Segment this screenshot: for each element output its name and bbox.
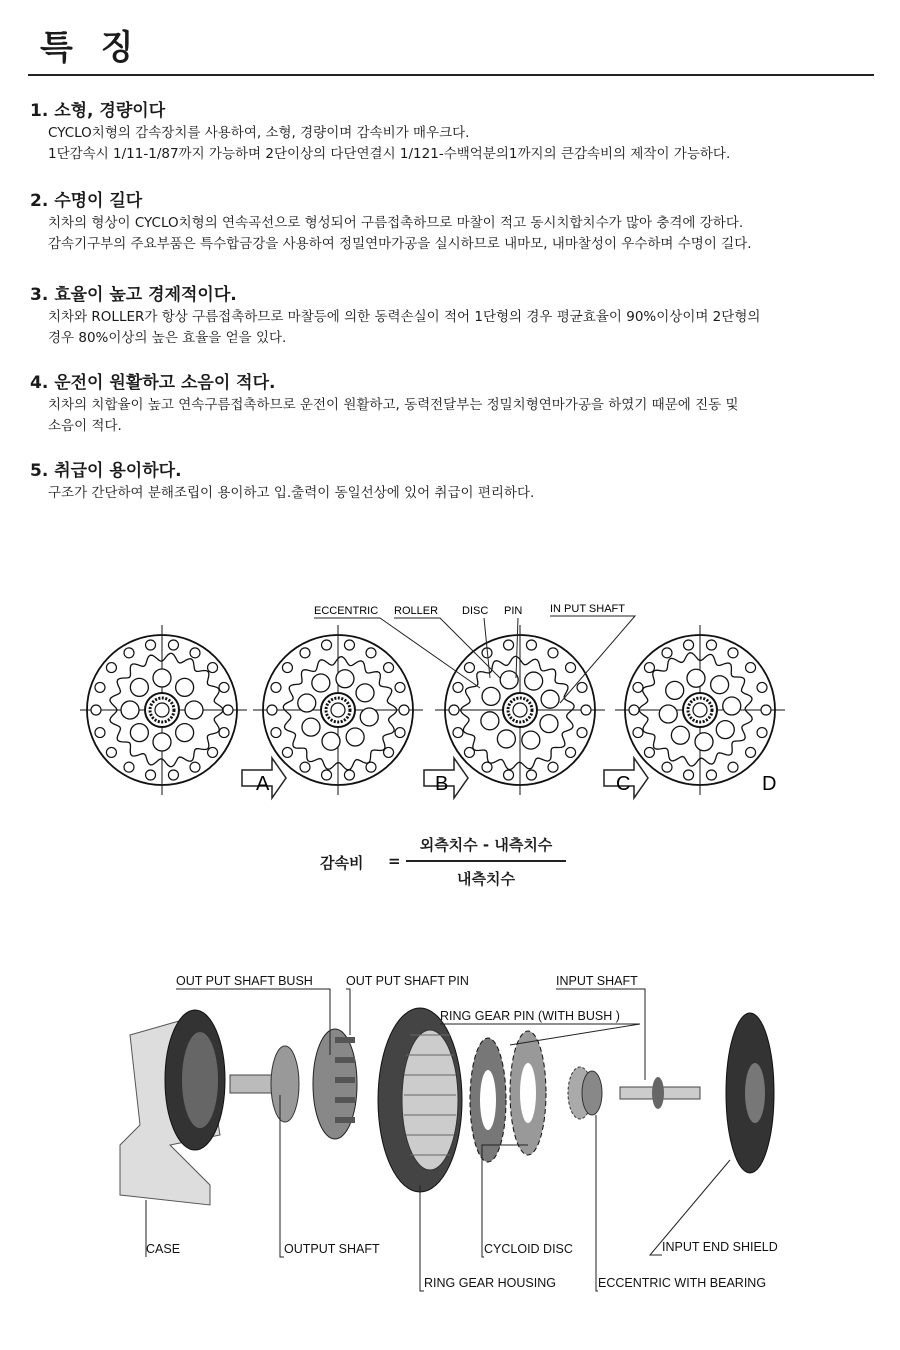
- output-shaft-part: [230, 1029, 357, 1139]
- label-pin: PIN: [504, 605, 523, 617]
- step-label-d: D: [762, 773, 777, 795]
- feature-2: [30, 186, 880, 255]
- label-output-shaft-pin: OUT PUT SHAFT PIN: [346, 974, 469, 988]
- feature-text: 구조가 간단하여 분해조립이 용이하고 입.출력이 동일선상에 있어 취급이 편리하다.: [48, 485, 535, 501]
- step-arrow-a: [242, 758, 286, 798]
- title-divider: [28, 74, 874, 76]
- label-case: CASE: [146, 1242, 181, 1256]
- reduction-ratio-formula: [320, 832, 580, 892]
- cycloid-disc-part: [470, 1031, 546, 1162]
- cycloid-gear-diagram: [80, 625, 247, 795]
- feature-3: [30, 280, 880, 349]
- label-disc: DISC: [462, 605, 489, 617]
- ring-gear-housing-part: [378, 1008, 462, 1192]
- label-input-end-shield: INPUT END SHIELD: [662, 1240, 778, 1254]
- label-roller: ROLLER: [394, 605, 439, 617]
- label-eccentric-with-bearing: ECCENTRIC WITH BEARING: [598, 1276, 767, 1290]
- formula-numerator: 외측치수 - 내측치수: [419, 836, 553, 854]
- label-cycloid-disc: CYCLOID DISC: [484, 1242, 573, 1256]
- label-output-shaft: OUTPUT SHAFT: [284, 1242, 380, 1256]
- label-output-shaft-bush: OUT PUT SHAFT BUSH: [176, 974, 313, 988]
- formula-equals: =: [388, 852, 401, 870]
- feature-5: [30, 456, 880, 504]
- feature-text: CYCLO치형의 감속장치를 사용하여, 소형, 경량이며 감속비가 매우크다. 1단감속시 1/11-1/87까지 가능하며 2단이상의 다단연결시 1/121-수백억분의1까지의 큰감속비의 제작이 가능하다.: [48, 125, 731, 162]
- label-ring-gear-housing: RING GEAR HOUSING: [424, 1276, 556, 1290]
- page-title: 특 징: [40, 28, 142, 68]
- feature-heading: 5. 취급이 용이하다.: [30, 461, 182, 481]
- label-input-shaft: IN PUT SHAFT: [550, 603, 625, 615]
- label-input-shaft-exploded: INPUT SHAFT: [556, 974, 638, 988]
- svg-text:B: B: [435, 773, 449, 795]
- svg-text:A: A: [256, 773, 270, 795]
- feature-4: [30, 368, 880, 437]
- case-part: [120, 1010, 225, 1205]
- feature-text: 치차의 치합율이 높고 연속구름접촉하므로 운전이 원활하고, 동력전달부는 정밀치형연마가공을 하였기 때문에 진동 및 소음이 적다.: [48, 397, 739, 434]
- feature-1: [30, 96, 880, 165]
- feature-text: 치차와 ROLLER가 항상 구름접촉하므로 마찰등에 의한 동력손실이 적어 1단형의 경우 평균효율이 90%이상이며 2단형의 경우 80%이상의 높은 효율을 얻을 있다.: [48, 309, 761, 346]
- exploded-view-diagram: [110, 965, 820, 1295]
- step-arrow-b: [424, 758, 468, 798]
- svg-text:C: C: [616, 773, 631, 795]
- cycloid-principle-diagram: [80, 598, 840, 803]
- feature-heading: 4. 운전이 원활하고 소음이 적다.: [30, 373, 276, 393]
- label-ring-gear-pin: RING GEAR PIN (WITH BUSH ): [440, 1009, 620, 1023]
- fraction-bar: [406, 860, 566, 862]
- label-eccentric: ECCENTRIC: [314, 605, 379, 617]
- input-end-shield-part: [726, 1013, 774, 1173]
- feature-heading: 3. 효율이 높고 경제적이다.: [30, 285, 237, 305]
- eccentric-bearing-part: [568, 1067, 602, 1119]
- formula-lhs: 감속비: [320, 854, 364, 872]
- formula-denominator: 내측치수: [457, 870, 515, 888]
- feature-heading: 1. 소형, 경량이다: [30, 101, 166, 121]
- feature-heading: 2. 수명이 길다: [30, 191, 143, 211]
- input-shaft-part: [620, 1077, 700, 1109]
- feature-text: 치차의 형상이 CYCLO치형의 연속곡선으로 형성되어 구름접촉하므로 마찰이 적고 동시치합치수가 많아 충격에 강하다. 감속기구부의 주요부품은 특수합금강을 사용하여 정밀연마가공을 실시하므로 내마모, 내마찰성이 우수하며 수명이 길다.: [48, 215, 752, 252]
- step-arrow-c: [604, 758, 648, 798]
